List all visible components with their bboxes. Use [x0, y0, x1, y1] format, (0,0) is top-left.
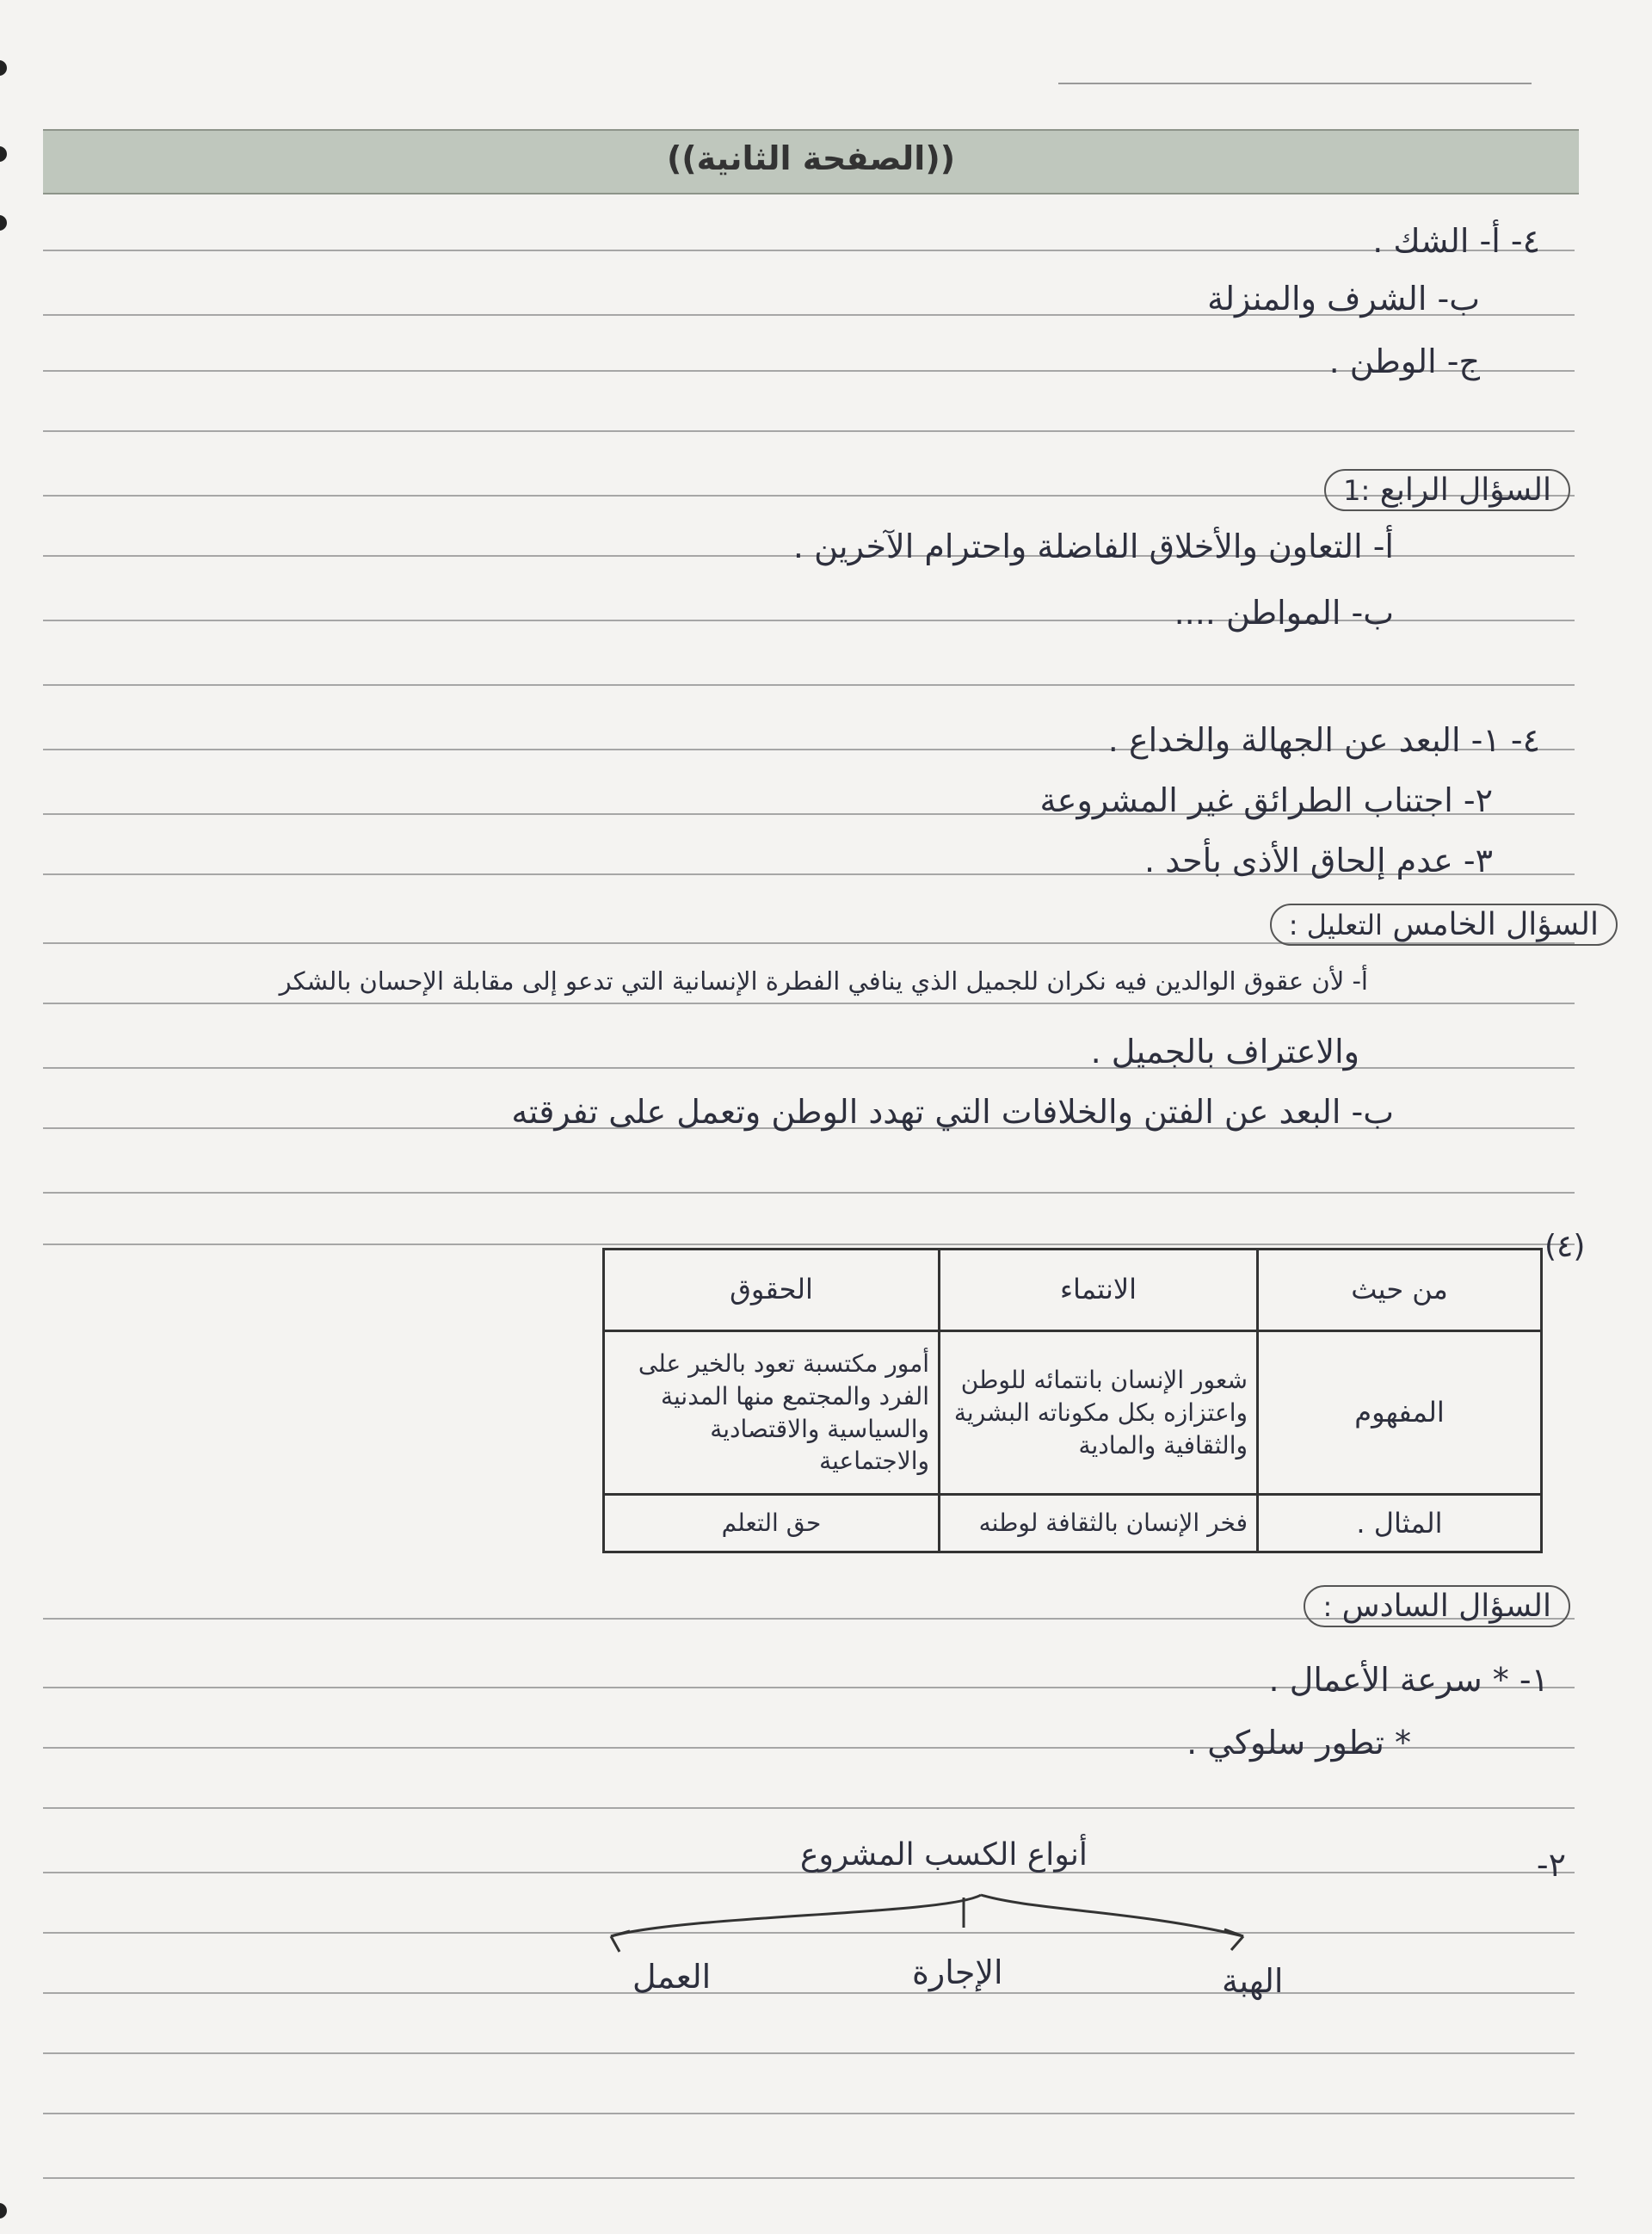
q4-answer-a: أ- التعاون والأخلاق الفاضلة واحترام الآخرين . [792, 528, 1394, 565]
header-band [43, 129, 1579, 194]
binder-hole [0, 2203, 7, 2219]
comparison-table [602, 1248, 1543, 1553]
binder-hole [0, 146, 7, 162]
q3-answer-c: ج- الوطن . [1328, 343, 1480, 380]
ruled-line [43, 1003, 1575, 1004]
ruled-line [43, 2177, 1575, 2179]
table-header-row [604, 1250, 1542, 1331]
table-cell: حق التعلم [604, 1495, 940, 1552]
q6-item2-marker: ٢- [1536, 1846, 1566, 1884]
table-header-criterion: من حيث [1258, 1250, 1542, 1331]
q4-item-2: ٢- اجتناب الطرائق غير المشروعة [1039, 781, 1493, 819]
q4-item-3: ٣- عدم إلحاق الأذى بأحد . [1144, 842, 1493, 879]
ruled-line [43, 1192, 1575, 1194]
table-cell: أمور مكتسبة تعود بالخير على الفرد والمجتمع منها المدنية والسياسية والاقتصادية والاجتماعية [604, 1331, 940, 1495]
q4-item-1: ٤- ١- البعد عن الجهالة والخداع . [1107, 721, 1540, 759]
q5-answer-b: ب- البعد عن الفتن والخلافات التي تهدد الوطن وتعمل على تفرقته [511, 1093, 1394, 1131]
binder-hole [0, 60, 7, 76]
q5-label-note: التعليل : [1288, 909, 1383, 941]
tree-child-ijara: الإجارة [912, 1953, 1003, 1991]
q5-answer-a-line2: والاعتراف بالجميل . [1090, 1033, 1359, 1071]
ruled-line [43, 684, 1575, 686]
ruled-line [43, 1244, 1575, 1245]
table-marker: (٤) [1544, 1229, 1586, 1264]
ruled-line [43, 2113, 1575, 2114]
q5-answer-a-line1: أ- لأن عقوق الوالدين فيه نكران للجميل الذي ينافي الفطرة الإنسانية التي تدعو إلى مقابلة الإحسان بالشكر [279, 966, 1368, 996]
q6-label-text: السؤال السادس [1341, 1589, 1551, 1624]
q4-label [1324, 469, 1570, 511]
ruled-line [43, 2052, 1575, 2054]
q4-label-note: :1 [1343, 474, 1371, 507]
table-row-label: المفهوم [1258, 1331, 1542, 1495]
q5-label [1270, 904, 1618, 946]
table-cell: فخر الإنسان بالثقافة لوطنه [940, 1495, 1258, 1552]
binder-hole [0, 215, 7, 231]
table-row-label: المثال . [1258, 1495, 1542, 1552]
q4-answer-b: ب- المواطن .... [1174, 594, 1394, 632]
ruled-line [43, 1807, 1575, 1809]
table-cell: شعور الإنسان بانتمائه للوطن واعتزازه بكل مكوناته البشرية والثقافية والمادية [940, 1331, 1258, 1495]
ruled-line [43, 430, 1575, 432]
q5-label-text: السؤال الخامس [1392, 907, 1599, 942]
q6-item-1: ١- * سرعة الأعمال . [1268, 1661, 1549, 1699]
q6-label-note: : [1322, 1590, 1333, 1623]
tree-child-hiba: الهبة [1222, 1962, 1284, 2000]
q3-answer-b: ب- الشرف والمنزلة [1207, 280, 1480, 318]
table-row [604, 1331, 1542, 1495]
q4-label-text: السؤال الرابع [1379, 472, 1551, 508]
page-title: ((الصفحة الثانية)) [666, 139, 956, 177]
table-header-rights: الحقوق [604, 1250, 940, 1331]
tree-child-amal: العمل [632, 1958, 712, 1996]
q6-item-2: * تطور سلوكي . [1187, 1724, 1411, 1762]
ruled-line [43, 1992, 1575, 1994]
table-row [604, 1495, 1542, 1552]
q6-label [1304, 1585, 1570, 1627]
ruled-line [43, 250, 1575, 251]
tree-root: أنواع الكسب المشروع [800, 1837, 1088, 1873]
table-header-belonging: الانتماء [940, 1250, 1258, 1331]
q3-answer-a: ٤- أ- الشك . [1372, 222, 1540, 260]
top-divider [1058, 83, 1532, 84]
